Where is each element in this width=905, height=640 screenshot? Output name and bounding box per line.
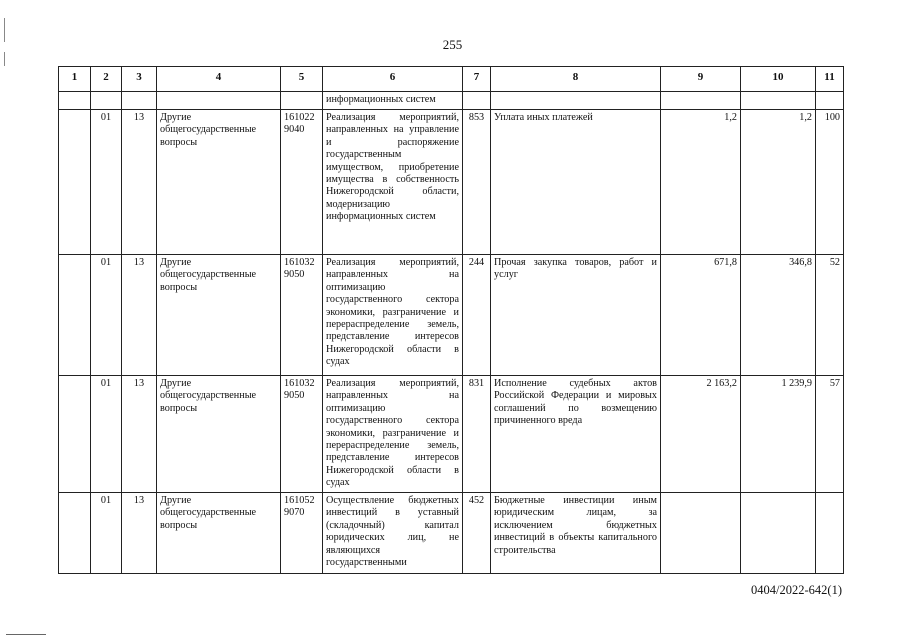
cell-col1 bbox=[59, 493, 91, 574]
cell-purpose: Реализация мероприятий, направленных на управление и распоряжение государственным имуществом, приобретение имущества в собственность Нижегородской области, модернизацию информационных систем bbox=[323, 110, 463, 255]
budget-table bbox=[58, 66, 844, 574]
scan-margin-mark bbox=[4, 52, 5, 66]
document-code: 0404/2022-642(1) bbox=[751, 583, 842, 597]
column-header: 7 bbox=[463, 67, 491, 92]
cell-section-name: Другие общегосударственные вопросы bbox=[157, 255, 281, 376]
cell-section-name: Другие общегосударственные вопросы bbox=[157, 376, 281, 493]
table-header-row bbox=[59, 67, 844, 92]
cell-target-code: 161052 9070 bbox=[281, 493, 323, 574]
cell-percent bbox=[816, 493, 844, 574]
cell-expense-type: 452 bbox=[463, 493, 491, 574]
cell-subsection: 13 bbox=[122, 376, 157, 493]
cell-executed: 1,2 bbox=[741, 110, 816, 255]
cell-purpose: информационных систем bbox=[323, 92, 463, 110]
cell-expense-name: Исполнение судебных актов Российской Федерации и мировых соглашений по возмещению причиненного вреда bbox=[491, 376, 661, 493]
cell-col1 bbox=[59, 110, 91, 255]
column-header: 9 bbox=[661, 67, 741, 92]
cell-section: 01 bbox=[91, 493, 122, 574]
cell-executed: 1 239,9 bbox=[741, 376, 816, 493]
table-row-continuation bbox=[59, 92, 844, 110]
column-header: 5 bbox=[281, 67, 323, 92]
cell-purpose: Реализация мероприятий, направленных на оптимизацию государственного сектора экономики, разграничение и перераспределение земель, представление интересов Нижегородской области в судах bbox=[323, 376, 463, 493]
column-header: 2 bbox=[91, 67, 122, 92]
column-header: 6 bbox=[323, 67, 463, 92]
cell-purpose: Осуществление бюджетных инвестиций в уставный (складочный) капитал юридических лиц, не являющихся государственными bbox=[323, 493, 463, 574]
column-header: 1 bbox=[59, 67, 91, 92]
cell-plan: 671,8 bbox=[661, 255, 741, 376]
cell-col1 bbox=[59, 376, 91, 493]
cell-subsection: 13 bbox=[122, 110, 157, 255]
cell-plan bbox=[661, 493, 741, 574]
cell-target-code: 161032 9050 bbox=[281, 376, 323, 493]
page-number: 255 bbox=[442, 37, 463, 52]
cell-subsection: 13 bbox=[122, 255, 157, 376]
cell-section: 01 bbox=[91, 110, 122, 255]
cell-executed bbox=[741, 493, 816, 574]
cell-expense-type: 853 bbox=[463, 110, 491, 255]
cell-purpose: Реализация мероприятий, направленных на оптимизацию государственного сектора экономики, разграничение и перераспределение земель, представление интересов Нижегородской области в судах bbox=[323, 255, 463, 376]
cell-expense-type: 831 bbox=[463, 376, 491, 493]
cell-section: 01 bbox=[91, 376, 122, 493]
scan-edge-line bbox=[6, 634, 46, 635]
cell-col1 bbox=[59, 255, 91, 376]
table-row bbox=[59, 376, 844, 493]
cell-section-name: Другие общегосударственные вопросы bbox=[157, 493, 281, 574]
table-row bbox=[59, 110, 844, 255]
column-header: 11 bbox=[816, 67, 844, 92]
cell-subsection: 13 bbox=[122, 493, 157, 574]
cell-percent: 57 bbox=[816, 376, 844, 493]
cell-plan: 1,2 bbox=[661, 110, 741, 255]
cell-section: 01 bbox=[91, 255, 122, 376]
cell-executed: 346,8 bbox=[741, 255, 816, 376]
cell-section-name: Другие общегосударственные вопросы bbox=[157, 110, 281, 255]
column-header: 8 bbox=[491, 67, 661, 92]
cell-expense-name: Прочая закупка товаров, работ и услуг bbox=[491, 255, 661, 376]
table-row bbox=[59, 255, 844, 376]
column-header: 10 bbox=[741, 67, 816, 92]
cell-percent: 100 bbox=[816, 110, 844, 255]
cell-plan: 2 163,2 bbox=[661, 376, 741, 493]
cell-expense-name: Бюджетные инвестиции иным юридическим лицам, за исключением бюджетных инвестиций в объекты капитального строительства bbox=[491, 493, 661, 574]
cell-percent: 52 bbox=[816, 255, 844, 376]
cell-expense-name: Уплата иных платежей bbox=[491, 110, 661, 255]
cell-target-code: 161032 9050 bbox=[281, 255, 323, 376]
table-row bbox=[59, 493, 844, 574]
cell-target-code: 161022 9040 bbox=[281, 110, 323, 255]
scan-margin-mark bbox=[4, 18, 5, 42]
cell-expense-type: 244 bbox=[463, 255, 491, 376]
column-header: 3 bbox=[122, 67, 157, 92]
column-header: 4 bbox=[157, 67, 281, 92]
